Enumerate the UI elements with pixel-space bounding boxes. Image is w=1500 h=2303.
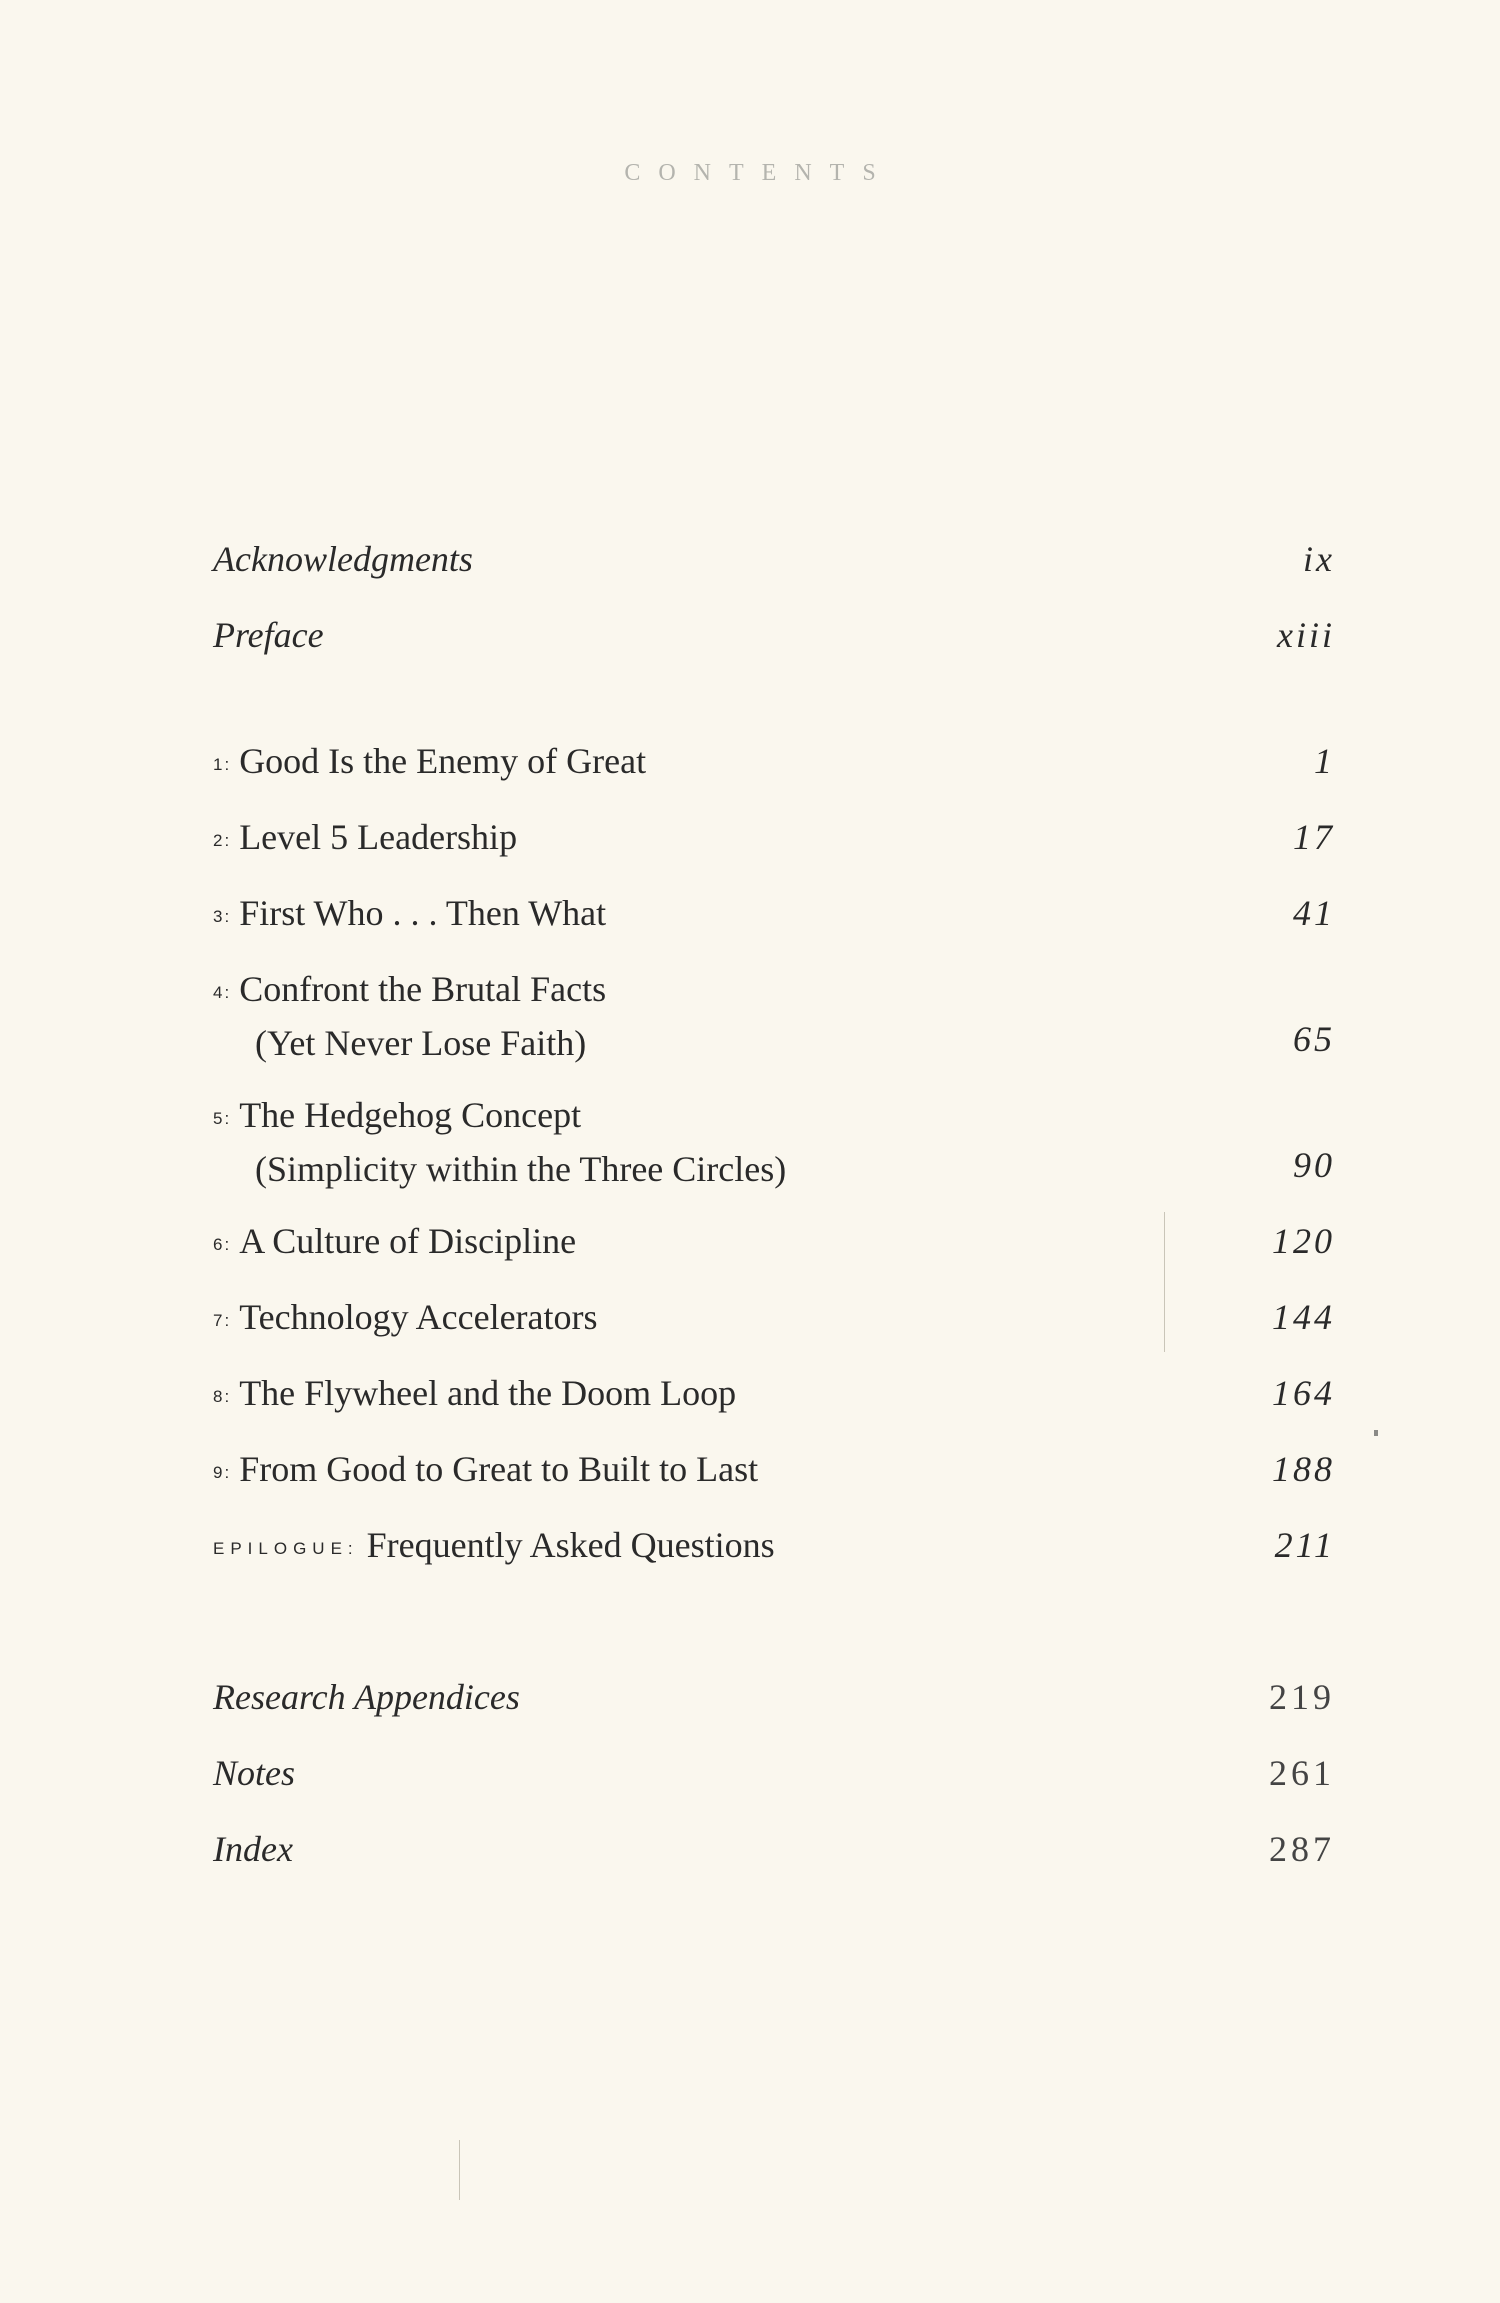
toc-page-number: 211 bbox=[1274, 1525, 1335, 1565]
toc-page-number: 144 bbox=[1272, 1297, 1335, 1337]
toc-page-number: 90 bbox=[1293, 1145, 1335, 1185]
toc-entry-label: Notes bbox=[213, 1753, 296, 1793]
chapter-number: 8: bbox=[213, 1387, 232, 1406]
toc-page-number: 261 bbox=[1269, 1753, 1335, 1793]
chapter-number: 3: bbox=[213, 907, 232, 926]
toc-entry-label: Preface bbox=[213, 615, 324, 655]
chapter-number: EPILOGUE: bbox=[213, 1539, 359, 1558]
page-title: CONTENTS bbox=[624, 160, 894, 186]
scan-mark bbox=[1374, 1430, 1378, 1436]
scan-mark bbox=[1164, 1212, 1165, 1352]
toc-page-number: ix bbox=[1303, 539, 1335, 579]
chapter-title: A Culture of Discipline bbox=[239, 1221, 577, 1261]
toc-page-number: 120 bbox=[1272, 1221, 1335, 1261]
chapter-title: The Hedgehog Concept bbox=[239, 1095, 582, 1135]
toc-entry-chapter-5[interactable] bbox=[213, 1090, 1335, 1190]
chapter-title: From Good to Great to Built to Last bbox=[239, 1449, 759, 1489]
chapter-number: 2: bbox=[213, 831, 232, 850]
toc-page-number: 164 bbox=[1272, 1373, 1335, 1413]
chapter-title: Level 5 Leadership bbox=[239, 817, 518, 857]
toc-entry-label: Research Appendices bbox=[213, 1677, 520, 1717]
scan-mark bbox=[459, 2140, 460, 2200]
toc-page-number: 65 bbox=[1293, 1019, 1335, 1059]
chapter-title: The Flywheel and the Doom Loop bbox=[239, 1373, 737, 1413]
toc-page-number: 1 bbox=[1314, 741, 1335, 781]
toc-entry-label: Index bbox=[213, 1829, 293, 1869]
chapter-title: Good Is the Enemy of Great bbox=[239, 741, 647, 781]
chapter-number: 6: bbox=[213, 1235, 232, 1254]
chapter-number: 1: bbox=[213, 755, 232, 774]
chapter-subtitle: (Yet Never Lose Faith) bbox=[255, 1023, 587, 1063]
chapter-title: Technology Accelerators bbox=[239, 1297, 598, 1337]
chapter-title: Confront the Brutal Facts bbox=[239, 969, 607, 1009]
chapter-number: 9: bbox=[213, 1463, 232, 1482]
toc-page-number: xiii bbox=[1277, 615, 1335, 655]
toc-page-number: 41 bbox=[1293, 893, 1335, 933]
chapter-number: 4: bbox=[213, 983, 232, 1002]
toc-page-number: 17 bbox=[1293, 817, 1335, 857]
toc-page-number: 219 bbox=[1269, 1677, 1335, 1717]
toc-page-number: 188 bbox=[1272, 1449, 1335, 1489]
chapter-title: Frequently Asked Questions bbox=[366, 1525, 775, 1565]
toc-entry-label: Acknowledgments bbox=[213, 539, 473, 579]
chapter-number: 5: bbox=[213, 1109, 232, 1128]
chapter-subtitle: (Simplicity within the Three Circles) bbox=[255, 1149, 787, 1189]
toc-entry-chapter-4[interactable] bbox=[213, 964, 1335, 1064]
chapter-number: 7: bbox=[213, 1311, 232, 1330]
chapter-title: First Who . . . Then What bbox=[239, 893, 607, 933]
toc-page-number: 287 bbox=[1269, 1829, 1335, 1869]
